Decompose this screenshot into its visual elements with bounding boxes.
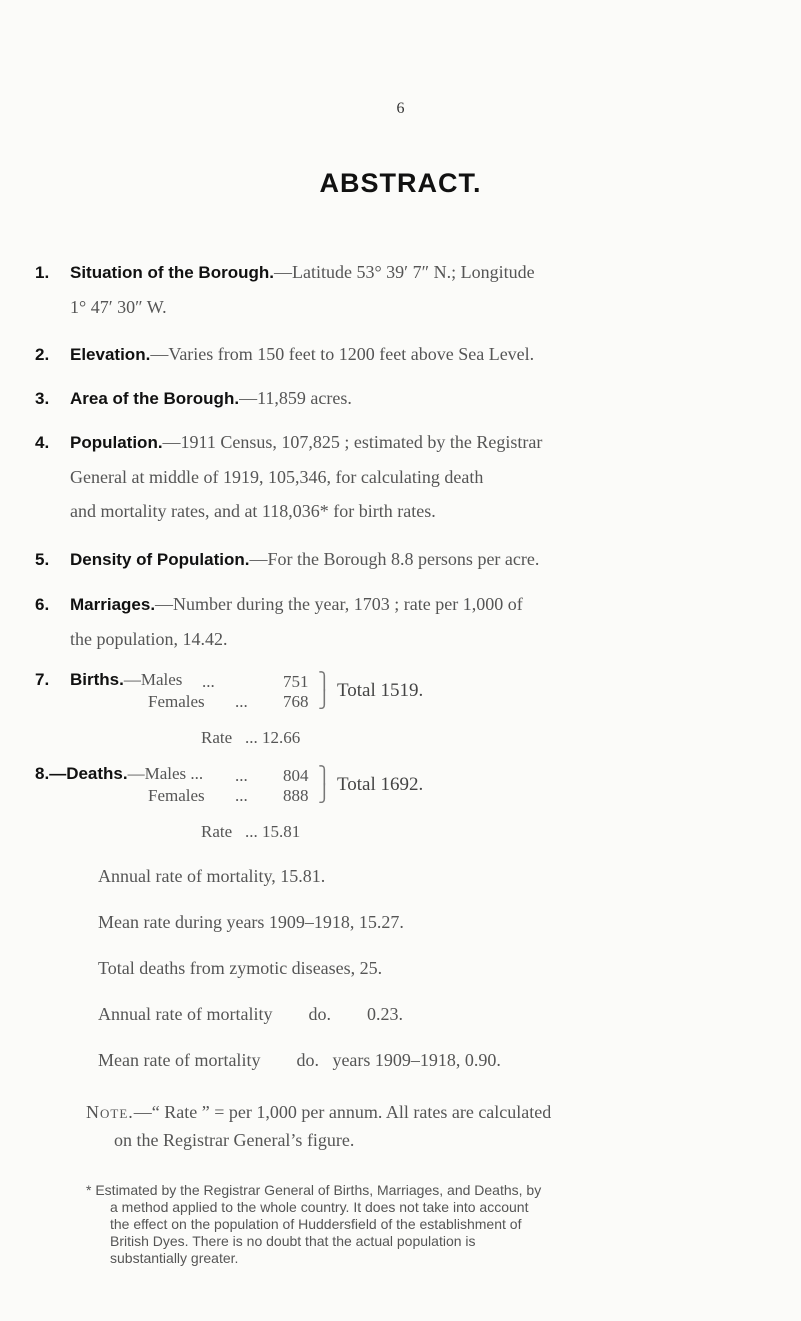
footnote-line: substantially greater.: [110, 1250, 239, 1266]
item-elevation: [35, 337, 775, 372]
stat-annual-mortality: Annual rate of mortality, 15.81.: [98, 866, 326, 886]
item-heading: Population.: [70, 433, 163, 452]
item-heading: Births.: [70, 670, 124, 689]
brace-icon: ⎫: [318, 672, 331, 691]
item-density: [35, 542, 775, 577]
births-males-value: 751: [283, 672, 309, 691]
stat-zymotic-deaths: Total deaths from zymotic diseases, 25.: [98, 958, 383, 978]
deaths-females-label: Females: [148, 786, 205, 805]
item-marriages: [35, 587, 775, 656]
deaths-males-label: —Males ...: [127, 764, 204, 783]
item-text: —For the Borough 8.8 persons per acre.: [249, 549, 540, 569]
footnote-line: the effect on the population of Huddersfield of the establishment of: [110, 1216, 522, 1232]
page-number: 6: [396, 100, 405, 117]
item-heading: —Deaths.: [49, 764, 128, 783]
brace-icon: ⎭: [318, 690, 331, 709]
births-females-dots: ...: [235, 692, 248, 711]
births-rate-value: ... 12.66: [245, 728, 301, 747]
item-number: 1.: [35, 263, 50, 282]
deaths-total: Total 1692.: [337, 774, 424, 795]
item-text-continued: the population, 14.42.: [70, 629, 228, 649]
brace-icon: ⎭: [318, 784, 331, 803]
stat-zymotic-annual-rate: Annual rate of mortality do. 0.23.: [98, 1004, 403, 1024]
item-text: —Varies from 150 feet to 1200 feet above Sea Level.: [150, 344, 535, 364]
item-number: 6.: [35, 595, 50, 614]
note-text: —“ Rate ” = per 1,000 per annum. All rates are calculated: [133, 1102, 552, 1122]
item-text-continued: General at middle of 1919, 105,346, for calculating death: [70, 467, 484, 487]
item-number: 4.: [35, 433, 50, 452]
deaths-females-dots: ...: [235, 786, 248, 805]
item-number: 8.: [35, 764, 50, 783]
stat-mean-rate: Mean rate during years 1909–1918, 15.27.: [98, 912, 404, 932]
item-text: —11,859 acres.: [239, 388, 352, 408]
item-population: [35, 425, 775, 528]
page-title: ABSTRACT.: [319, 168, 482, 198]
note-label: Note.: [86, 1102, 134, 1122]
note-text-continued: on the Registrar General’s figure.: [114, 1130, 355, 1150]
births-total: Total 1519.: [337, 680, 424, 701]
item-heading: Elevation.: [70, 345, 151, 364]
brace-icon: ⎫: [318, 766, 331, 785]
item-text: —Number during the year, 1703 ; rate per 1,000 of: [155, 594, 523, 614]
item-heading: Area of the Borough.: [70, 389, 240, 408]
item-text: —1911 Census, 107,825 ; estimated by the Registrar: [162, 432, 543, 452]
item-heading: Situation of the Borough.: [70, 263, 274, 282]
item-text-continued: and mortality rates, and at 118,036* for birth rates.: [70, 501, 436, 521]
deaths-rate-value: ... 15.81: [245, 822, 301, 841]
item-text: —Latitude 53° 39′ 7″ N.; Longitude: [273, 262, 535, 282]
deaths-males-dots: ...: [235, 766, 248, 785]
item-heading: Density of Population.: [70, 550, 250, 569]
item-text-continued: 1° 47′ 30″ W.: [70, 297, 167, 317]
stat-zymotic-mean-rate: Mean rate of mortality do. years 1909–1918, 0.90.: [98, 1050, 501, 1070]
deaths-females-value: 888: [283, 786, 309, 805]
footnote-line: a method applied to the whole country. It does not take into account: [110, 1199, 529, 1215]
item-area: [35, 381, 775, 416]
footnote-line: * Estimated by the Registrar General of Births, Marriages, and Deaths, by: [86, 1182, 542, 1198]
note: [86, 1098, 776, 1154]
item-heading: Marriages.: [70, 595, 156, 614]
deaths-rate-label: Rate: [201, 822, 233, 841]
item-number: 2.: [35, 345, 50, 364]
item-number: 5.: [35, 550, 50, 569]
births-males-dots: ...: [202, 672, 215, 691]
deaths-males-value: 804: [283, 766, 309, 785]
footnote-line: British Dyes. There is no doubt that the actual population is: [110, 1233, 476, 1249]
footnote: [86, 1182, 776, 1267]
births-rate-label: Rate: [201, 728, 233, 747]
births-females-label: Females: [148, 692, 205, 711]
births-males-label: —Males: [123, 670, 183, 689]
births-females-value: 768: [283, 692, 309, 711]
item-number: 7.: [35, 670, 50, 689]
item-situation: [35, 255, 775, 324]
item-number: 3.: [35, 389, 50, 408]
